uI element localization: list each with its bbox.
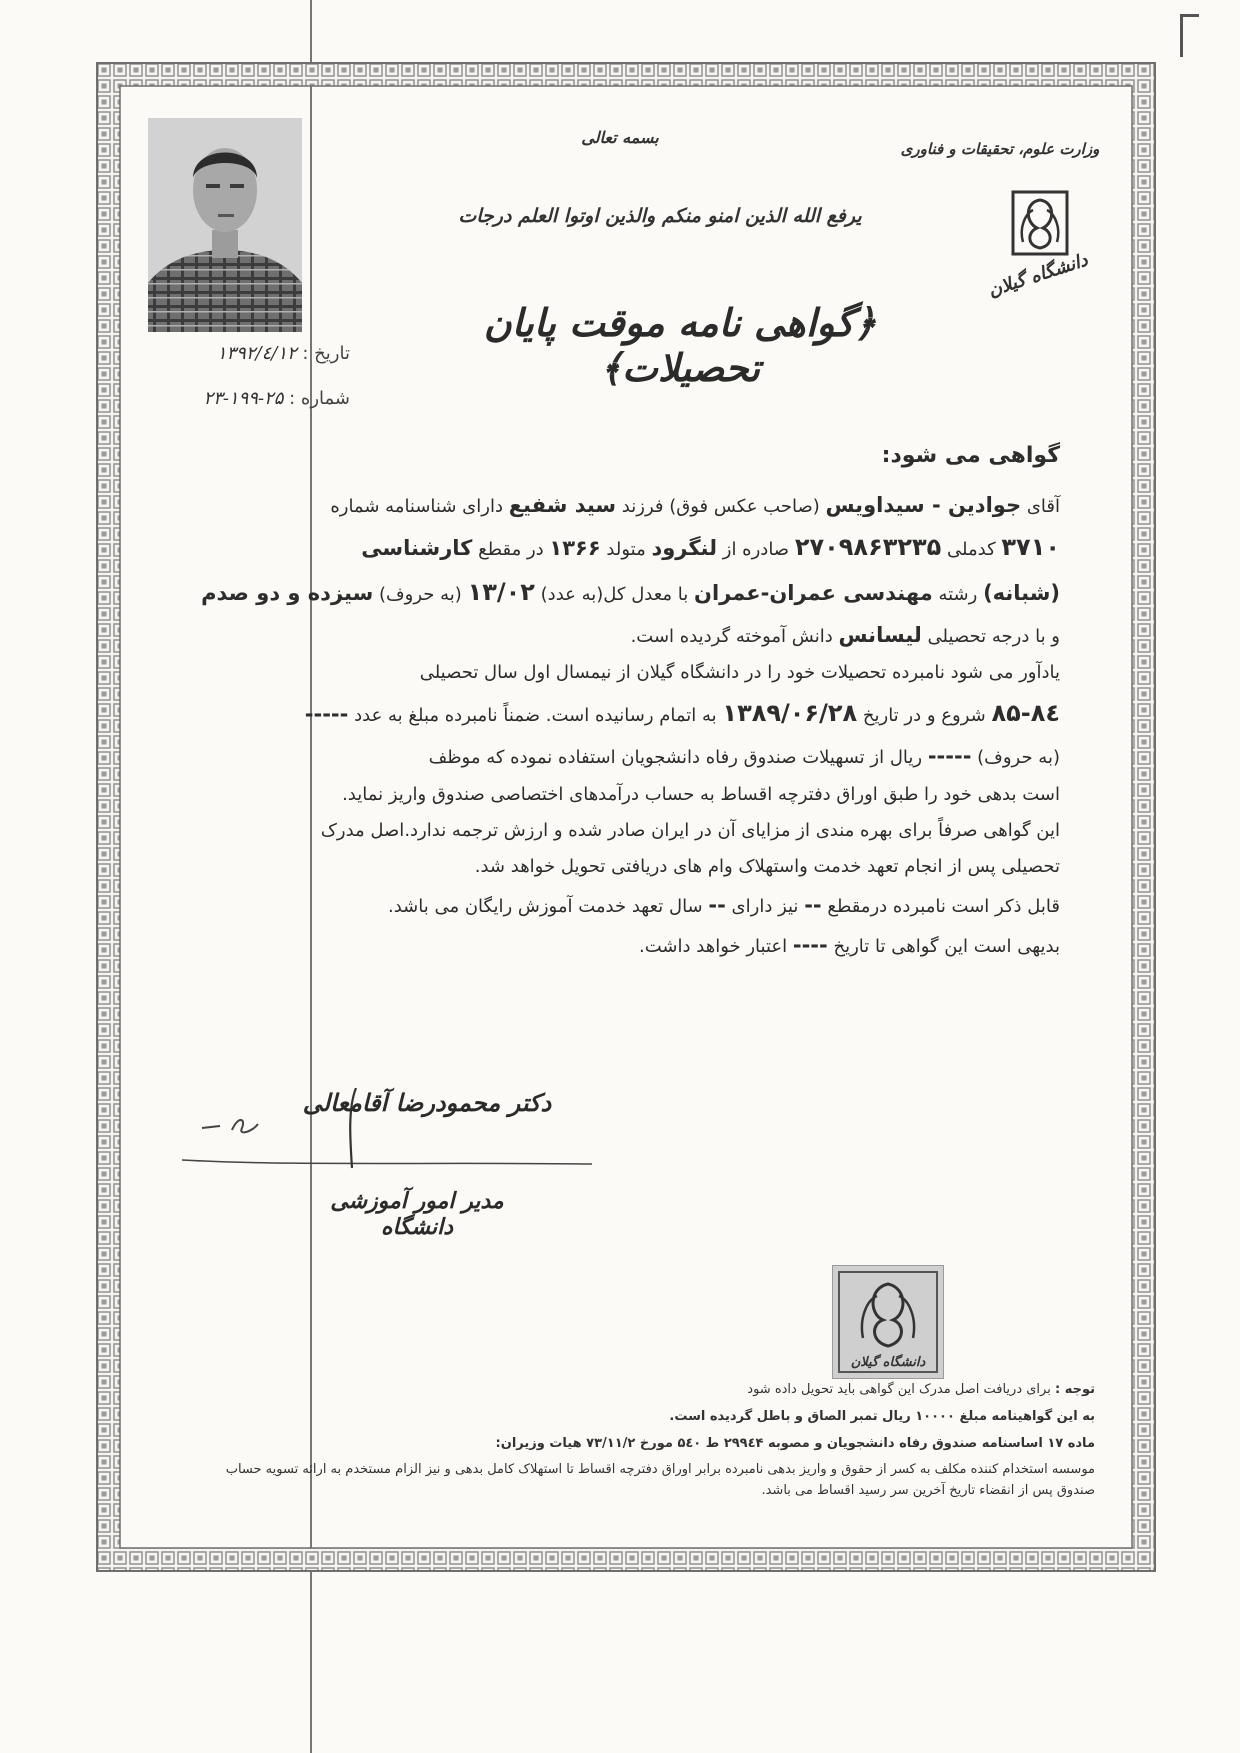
validity-paragraph xyxy=(200,818,1060,880)
born-label: متولد xyxy=(606,539,646,561)
signatory-title: مدیر امور آموزشی دانشگاه xyxy=(330,1188,504,1240)
degree-name: لیسانس xyxy=(838,622,922,647)
start-academic-year: ۸۵-۸٤ xyxy=(991,699,1060,728)
fee-text: به این گواهینامه مبلغ ۱۰۰۰۰ ریال تمبر الصاق و باطل گردیده است. xyxy=(669,1408,1095,1424)
graduation-date: ۱۳۸۹/۰۶/۲۸ xyxy=(722,699,858,728)
attention-label: توجه : xyxy=(1054,1382,1095,1397)
quran-verse: یرفع الله الذین امنو منکم والذین اوتوا العلم درجات xyxy=(458,205,862,227)
expiry-text-b: اعتبار خواهد داشت. xyxy=(639,936,788,958)
certificate-title: ﴿گواهی نامه موقت پایان تحصیلات﴾ xyxy=(483,300,877,390)
national-code: ۲۷۰۹۸۶۳۲۳۵ xyxy=(794,533,942,562)
degree-level: کارشناسی xyxy=(361,536,473,561)
signatory-name: دکتر محمودرضا آقامعالی xyxy=(302,1088,552,1117)
id-label: دارای شناسنامه شماره xyxy=(330,495,503,517)
service-text-c: سال تعهد خدمت آموزش رایگان می باشد. xyxy=(387,895,703,917)
university-name: دانشگاه گیلان xyxy=(985,249,1091,302)
employer-text: موسسه استخدام کننده مکلف به کسر از حقوق و واریز بدهی نامبرده برابر اوراق دفترچه اقساط تا استهلاک کامل بدهی و نیز الزام مستخدم به ارائه تسویه حساب xyxy=(225,1462,1095,1478)
amount-words-label: (به حروف) xyxy=(977,747,1060,769)
expiry-paragraph xyxy=(200,930,1060,960)
service-text-a: قابل ذکر است نامبرده درمقطع xyxy=(827,895,1060,917)
loan-text: ریال از تسهیلات صندوق رفاه دانشجویان استفاده نموده که موظف xyxy=(428,747,923,769)
employer-text-2: صندوق پس از انقضاء تاریخ آخرین سر رسید اقساط می باشد. xyxy=(761,1483,1095,1499)
ministry-name: وزارت علوم، تحقیقات و فناوری xyxy=(900,140,1100,158)
stamp-label: دانشگاه گیلان xyxy=(850,1355,926,1370)
reminder-text: یادآور می شود نامبرده تحصیلات خود را در دانشگاه گیلان از نیمسال اول سال تحصیلی xyxy=(419,662,1060,684)
certifies-heading: گواهی می شود: xyxy=(881,443,1060,468)
service-years-blank: -- xyxy=(708,892,726,917)
article-text: ماده ۱۷ اساسنامه صندوق رفاه دانشجویان و مصوبه ۲۹۹٤۴ ط ۵٤۰ مورخ ۷۳/۱۱/۲ هیات وزیران: xyxy=(495,1435,1095,1451)
photo-owner-text: (صاحب عکس فوق) فرزند xyxy=(621,495,820,517)
repayment-obligation: است بدهی خود را طبق اوراق دفترچه اقساط به حساب درآمدهای اختصاصی صندوق واریز نماید. xyxy=(342,783,1060,805)
date-field xyxy=(150,343,350,364)
footnotes xyxy=(185,1380,1095,1508)
number-value: ۲۵-۱۹۹-۲۳ xyxy=(203,388,284,409)
father-name: سید شفیع xyxy=(508,492,617,517)
id-number: ۳۷۱۰ xyxy=(1001,533,1060,562)
certificate-body xyxy=(200,440,1060,971)
validity-line-1: این گواهی صرفاً برای بهره مندی از مزایای آن در ایران صادر شده و ارزش ترجمه ندارد.اصل مدرک xyxy=(320,819,1060,841)
issued-place: لنگرود xyxy=(651,536,718,561)
field-label: رشته xyxy=(938,584,978,606)
student-info-paragraph xyxy=(200,490,1060,650)
issued-label: صادره از xyxy=(722,539,790,561)
date-value: ۱۳۹۲/٤/۱۲ xyxy=(216,343,297,364)
field-of-study: مهندسی عمران-عمران xyxy=(694,581,933,606)
start-label: شروع و در تاریخ xyxy=(862,705,986,727)
university-stamp xyxy=(832,1265,944,1379)
attention-note xyxy=(185,1380,1095,1401)
expiry-text-a: بدیهی است این گواهی تا تاریخ xyxy=(833,936,1060,958)
loan-amount-words: ----- xyxy=(927,744,972,769)
student-photo xyxy=(148,118,302,332)
study-shift: (شبانه) xyxy=(983,581,1060,606)
gpa-value: ۱۳/۰۲ xyxy=(467,578,535,607)
title-mr: آقای xyxy=(1026,495,1060,517)
graduated-text: دانش آموخته گردیده است. xyxy=(630,625,833,647)
signature-block xyxy=(172,1088,592,1238)
validity-line-2: تحصیلی پس از انجام تعهد خدمت واستهلاک وام های دریافتی تحویل خواهد شد. xyxy=(474,855,1060,877)
article-note xyxy=(185,1434,1095,1455)
besmellah-heading: بسمه تعالی xyxy=(581,128,659,147)
level-label: در مقطع xyxy=(478,539,544,561)
student-name: جوادین - سیداویس xyxy=(825,492,1022,517)
number-label: شماره : xyxy=(289,388,350,409)
expiry-date-blank: ---- xyxy=(792,933,828,958)
service-commitment-paragraph xyxy=(200,890,1060,920)
service-level-blank: -- xyxy=(804,892,822,917)
national-code-label: کدملی xyxy=(947,539,996,561)
service-text-b: نیز دارای xyxy=(731,895,799,917)
study-period-paragraph xyxy=(200,660,1060,807)
loan-amount-number: ----- xyxy=(304,702,349,727)
date-label: تاریخ : xyxy=(302,343,350,364)
gpa-words: سیزده و دو صدم xyxy=(201,581,374,606)
stamp-fee-note xyxy=(185,1407,1095,1428)
gpa-words-label: (به حروف) xyxy=(378,584,462,606)
number-field xyxy=(150,388,350,409)
attention-text: برای دریافت اصل مدرک این گواهی باید تحویل داده شود xyxy=(747,1382,1051,1397)
completed-text: به اتمام رسانیده است. ضمناً نامبرده مبلغ به عدد xyxy=(354,705,717,727)
birth-year: ۱۳۶۶ xyxy=(549,536,601,561)
degree-label: و با درجه تحصیلی xyxy=(927,625,1060,647)
employer-note xyxy=(185,1460,1095,1502)
gpa-label: با معدل کل(به عدد) xyxy=(540,584,689,606)
